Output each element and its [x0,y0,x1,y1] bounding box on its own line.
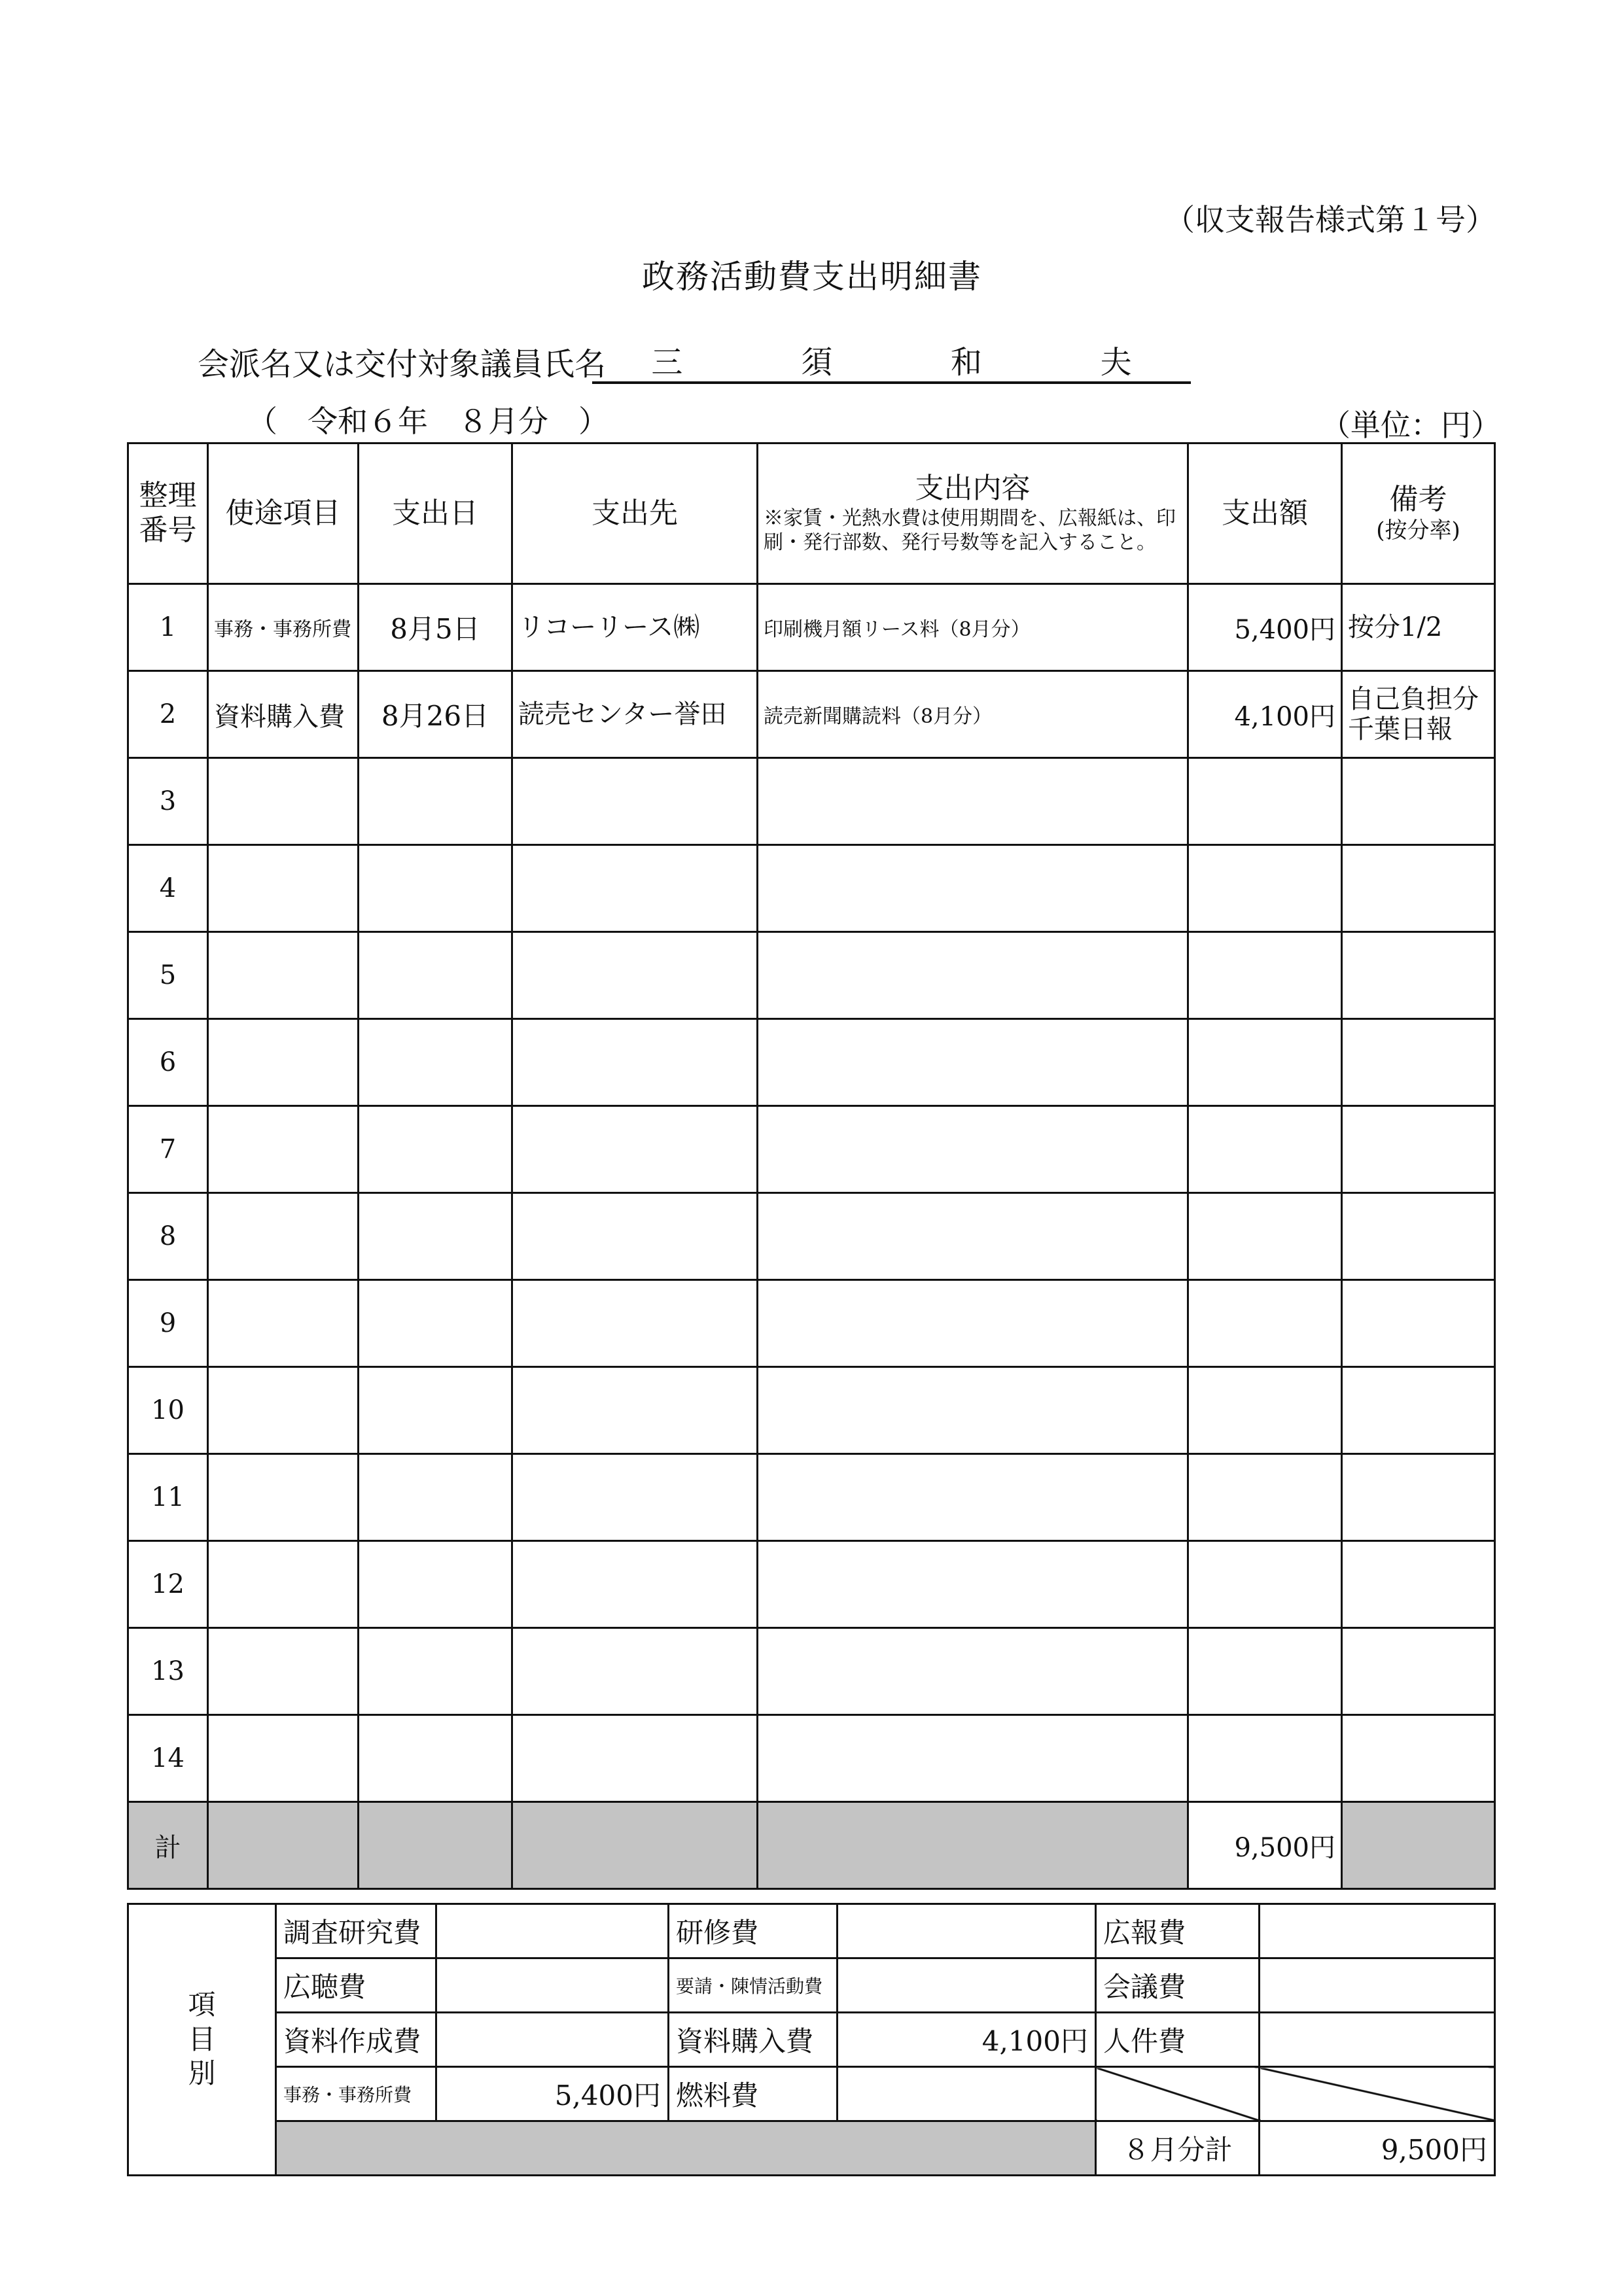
row-payee [512,845,758,932]
table-row [128,758,1495,845]
row-remarks [1342,932,1495,1019]
summary-label: 調査研究費 [276,1904,436,1958]
summary-row [128,1958,1495,2013]
summary-total-row [128,2121,1495,2176]
month-total-label: ８月分計 [1096,2121,1260,2176]
name-char: 夫 [1100,343,1132,381]
row-content [758,1280,1188,1367]
row-date [359,1106,512,1193]
summary-label: 会議費 [1096,1958,1260,2013]
member-name [592,337,1191,384]
row-purpose [208,758,359,845]
row-content: 印刷機月額リース料（8月分） [758,584,1188,671]
summary-value [436,2013,669,2067]
row-purpose [208,1280,359,1367]
table-row [128,1193,1495,1280]
col-header-content [758,444,1188,584]
row-remarks [1342,1193,1495,1280]
row-date [359,758,512,845]
table-row [128,1367,1495,1454]
row-amount: 4,100円 [1188,671,1342,758]
summary-value [838,2067,1096,2121]
row-content [758,1367,1188,1454]
row-content [758,758,1188,845]
row-content [758,1541,1188,1628]
row-remarks [1342,1628,1495,1715]
summary-value [1260,1958,1495,2013]
table-row [128,584,1495,671]
row-payee [512,758,758,845]
table-row [128,1715,1495,1802]
row-payee [512,1193,758,1280]
diagonal-blank-cell [1260,2067,1495,2121]
row-amount: 5,400円 [1188,584,1342,671]
row-remarks [1342,845,1495,932]
summary-value: 5,400円 [436,2067,669,2121]
row-purpose: 資料購入費 [208,671,359,758]
total-cell [1342,1802,1495,1889]
row-payee: 読売センター誉田 [512,671,758,758]
summary-row [128,2013,1495,2067]
row-amount [1188,845,1342,932]
row-remarks: 自己負担分千葉日報 [1342,671,1495,758]
row-number: 5 [128,932,208,1019]
row-date [359,1715,512,1802]
col-header-no: 整理番号 [128,444,208,584]
row-number: 2 [128,671,208,758]
summary-value [1260,1904,1495,1958]
col-header-payee: 支出先 [512,444,758,584]
summary-label: 広報費 [1096,1904,1260,1958]
row-content [758,1628,1188,1715]
content-note: ※家賃・光熱水費は使用期間を、広報紙は、印刷・発行部数、発行号数等を記入すること。 [764,506,1176,555]
row-payee [512,932,758,1019]
row-number: 10 [128,1367,208,1454]
row-content [758,1715,1188,1802]
row-number: 6 [128,1019,208,1106]
total-label: 計 [128,1802,208,1889]
row-remarks [1342,758,1495,845]
row-payee [512,1628,758,1715]
table-row [128,1541,1495,1628]
table-row [128,932,1495,1019]
table-row [128,1019,1495,1106]
summary-label: 要請・陳情活動費 [669,1958,838,2013]
document-title: 政務活動費支出明細書 [642,258,982,296]
summary-value [838,1958,1096,2013]
name-char: 和 [950,343,982,381]
row-payee [512,1019,758,1106]
row-purpose [208,1193,359,1280]
row-date [359,1367,512,1454]
row-date [359,932,512,1019]
row-purpose [208,932,359,1019]
table-row [128,1106,1495,1193]
name-char: 須 [801,343,833,381]
row-amount [1188,1367,1342,1454]
summary-value [1260,2013,1495,2067]
row-date [359,1541,512,1628]
row-content [758,1106,1188,1193]
total-amount: 9,500円 [1188,1802,1342,1889]
row-amount [1188,1628,1342,1715]
row-number: 9 [128,1280,208,1367]
row-purpose [208,1541,359,1628]
table-row [128,1628,1495,1715]
summary-value [838,1904,1096,1958]
row-amount [1188,1280,1342,1367]
summary-row [128,2067,1495,2121]
summary-label: 資料購入費 [669,2013,838,2067]
row-payee [512,1541,758,1628]
row-purpose [208,1715,359,1802]
category-summary-table [127,1903,1496,2176]
total-cell [359,1802,512,1889]
row-remarks [1342,1106,1495,1193]
row-amount [1188,1019,1342,1106]
row-amount [1188,1193,1342,1280]
row-purpose: 事務・事務所費 [208,584,359,671]
header-row [128,444,1495,584]
row-amount [1188,1106,1342,1193]
row-purpose [208,1454,359,1541]
table-row [128,671,1495,758]
row-remarks [1342,1541,1495,1628]
col-header-remarks [1342,444,1495,584]
total-cell [512,1802,758,1889]
row-number: 8 [128,1193,208,1280]
remarks-label: 備考 [1389,483,1447,517]
summary-side-label [128,1904,276,2176]
row-payee [512,1106,758,1193]
row-amount [1188,1715,1342,1802]
table-row [128,845,1495,932]
row-payee [512,1715,758,1802]
row-purpose [208,845,359,932]
shaded-blank-cell [276,2121,1096,2176]
summary-label: 事務・事務所費 [276,2067,436,2121]
name-label: 会派名又は交付対象議員氏名 [198,346,607,383]
row-date [359,1454,512,1541]
summary-value: 4,100円 [838,2013,1096,2067]
period: （ 令和６年 ８月分 ） [247,404,609,439]
summary-label: 人件費 [1096,2013,1260,2067]
row-date [359,1019,512,1106]
row-purpose [208,1628,359,1715]
row-remarks [1342,1367,1495,1454]
row-remarks [1342,1280,1495,1367]
row-amount [1188,932,1342,1019]
row-payee [512,1367,758,1454]
row-number: 4 [128,845,208,932]
form-id: （収支報告様式第１号） [1165,202,1496,237]
row-number: 1 [128,584,208,671]
summary-label: 資料作成費 [276,2013,436,2067]
row-number: 13 [128,1628,208,1715]
content-label: 支出内容 [915,472,1031,506]
summary-label: 燃料費 [669,2067,838,2121]
diagonal-blank-cell [1096,2067,1260,2121]
total-cell [208,1802,359,1889]
table-row [128,1454,1495,1541]
row-purpose [208,1019,359,1106]
name-char: 三 [651,343,683,381]
row-number: 3 [128,758,208,845]
summary-label: 研修費 [669,1904,838,1958]
expense-table [127,442,1496,1890]
col-header-date: 支出日 [359,444,512,584]
row-content [758,845,1188,932]
row-amount [1188,758,1342,845]
row-date [359,845,512,932]
summary-side-text: 項 目 別 [188,1989,216,2090]
row-date [359,1280,512,1367]
col-header-purpose: 使途項目 [208,444,359,584]
row-number: 7 [128,1106,208,1193]
row-content: 読売新聞購読料（8月分） [758,671,1188,758]
row-remarks [1342,1715,1495,1802]
row-content [758,1193,1188,1280]
row-purpose [208,1106,359,1193]
row-number: 12 [128,1541,208,1628]
remarks-sub: (按分率) [1376,517,1460,544]
row-date [359,1193,512,1280]
row-payee: リコーリース㈱ [512,584,758,671]
total-cell [758,1802,1188,1889]
col-header-amount: 支出額 [1188,444,1342,584]
table-row [128,1280,1495,1367]
row-purpose [208,1367,359,1454]
row-date [359,1628,512,1715]
row-remarks [1342,1019,1495,1106]
row-content [758,1019,1188,1106]
row-date: 8月5日 [359,584,512,671]
summary-row [128,1904,1495,1958]
unit-label: （単位：円） [1320,408,1501,443]
row-content [758,1454,1188,1541]
row-remarks [1342,1454,1495,1541]
row-date: 8月26日 [359,671,512,758]
row-remarks: 按分1/2 [1342,584,1495,671]
row-content [758,932,1188,1019]
total-row [128,1802,1495,1889]
summary-value [436,1904,669,1958]
summary-value [436,1958,669,2013]
month-total-value: 9,500円 [1260,2121,1495,2176]
row-amount [1188,1541,1342,1628]
row-amount [1188,1454,1342,1541]
row-payee [512,1280,758,1367]
row-payee [512,1454,758,1541]
row-number: 11 [128,1454,208,1541]
row-number: 14 [128,1715,208,1802]
summary-label: 広聴費 [276,1958,436,2013]
